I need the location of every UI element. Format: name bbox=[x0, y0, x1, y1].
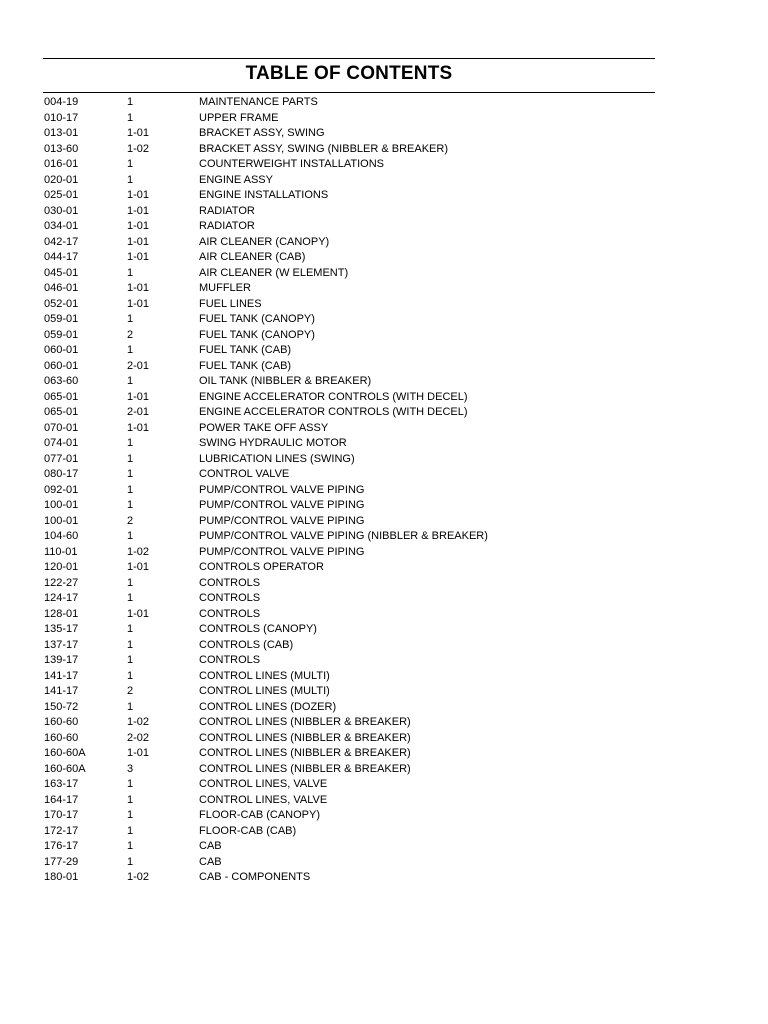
toc-entry-code: 104-60 bbox=[44, 530, 79, 542]
toc-entry-code: 135-17 bbox=[44, 623, 79, 635]
toc-entry bbox=[44, 467, 644, 483]
toc-entry bbox=[44, 436, 644, 452]
toc-entry-code: 160-60A bbox=[44, 762, 86, 775]
toc-entry bbox=[44, 266, 644, 282]
toc-entry-code: 177-29 bbox=[44, 855, 79, 868]
toc-entry-code: 100-01 bbox=[44, 499, 79, 511]
toc-entry-page: 3 bbox=[127, 762, 134, 775]
toc-entry-page: 1 bbox=[127, 468, 134, 480]
toc-entry-code: 110-01 bbox=[44, 545, 78, 558]
toc-entry-code: 139-17 bbox=[44, 654, 79, 666]
toc-entry-page: 1-01 bbox=[127, 251, 150, 263]
toc-entry bbox=[44, 235, 644, 251]
toc-entry-code: 063-60 bbox=[44, 375, 79, 387]
toc-entry-page: 1 bbox=[127, 344, 134, 356]
toc-entry bbox=[44, 204, 644, 220]
toc-entry bbox=[44, 328, 644, 344]
toc-entry-code: 141-17 bbox=[44, 685, 79, 697]
toc-entry-page: 1 bbox=[127, 576, 134, 589]
toc-entry-description: FLOOR-CAB (CAB) bbox=[199, 824, 297, 837]
toc-entry-code: 030-01 bbox=[44, 204, 79, 217]
toc-entry-page: 1 bbox=[127, 499, 134, 511]
toc-entry-description: FUEL TANK (CAB) bbox=[199, 344, 292, 356]
toc-entry-description: FUEL LINES bbox=[199, 297, 262, 310]
toc-list bbox=[44, 95, 644, 886]
toc-entry-page: 1 bbox=[127, 452, 134, 465]
toc-entry bbox=[44, 777, 644, 793]
toc-entry-description: CONTROLS bbox=[199, 654, 261, 666]
toc-entry-page: 1 bbox=[127, 530, 134, 542]
toc-entry bbox=[44, 312, 644, 328]
toc-entry-page: 1-01 bbox=[127, 421, 150, 434]
toc-entry-description: AIR CLEANER (CANOPY) bbox=[199, 235, 330, 248]
toc-entry-page: 1 bbox=[127, 824, 134, 837]
toc-entry-description: MUFFLER bbox=[199, 282, 251, 294]
page-title: TABLE OF CONTENTS bbox=[245, 63, 453, 84]
toc-entry-page: 1 bbox=[127, 778, 134, 790]
toc-entry-page: 1 bbox=[127, 592, 134, 604]
toc-entry-code: 004-19 bbox=[44, 96, 79, 108]
toc-entry-page: 1 bbox=[127, 173, 134, 186]
toc-entry-description: ENGINE ACCELERATOR CONTROLS (WITH DECEL) bbox=[199, 390, 468, 403]
toc-entry-code: 060-01 bbox=[44, 359, 79, 372]
toc-entry-description: COUNTERWEIGHT INSTALLATIONS bbox=[199, 158, 384, 170]
toc-entry bbox=[44, 111, 644, 127]
toc-entry bbox=[44, 669, 644, 685]
toc-entry-code: 070-01 bbox=[44, 421, 79, 434]
toc-entry-page: 1-01 bbox=[127, 282, 150, 294]
toc-entry-page: 1 bbox=[127, 840, 134, 852]
toc-entry-code: 122-27 bbox=[44, 576, 79, 589]
toc-entry bbox=[44, 731, 644, 747]
toc-entry-description: CAB bbox=[199, 840, 222, 852]
toc-entry-description: CAB - COMPONENTS bbox=[199, 871, 311, 883]
toc-entry-page: 1 bbox=[127, 111, 134, 124]
toc-entry-page: 1-01 bbox=[127, 235, 150, 248]
toc-entry-page: 1 bbox=[127, 375, 134, 387]
toc-entry-page: 1-01 bbox=[127, 607, 150, 620]
toc-entry bbox=[44, 173, 644, 189]
toc-entry-description: CONTROLS bbox=[199, 607, 261, 620]
toc-entry-page: 1 bbox=[127, 96, 134, 108]
toc-entry-description: FLOOR-CAB (CANOPY) bbox=[199, 809, 321, 821]
toc-entry-code: 160-60 bbox=[44, 716, 79, 728]
toc-entry-description: AIR CLEANER (W ELEMENT) bbox=[199, 266, 349, 279]
toc-entry-code: 074-01 bbox=[44, 437, 79, 449]
toc-entry-code: 042-17 bbox=[44, 235, 79, 248]
toc-entry-code: 120-01 bbox=[44, 561, 79, 573]
toc-entry-page: 1 bbox=[127, 158, 134, 170]
toc-entry-code: 045-01 bbox=[44, 266, 79, 279]
toc-entry-page: 1 bbox=[127, 266, 134, 279]
toc-entry-code: 059-01 bbox=[44, 328, 79, 341]
toc-entry bbox=[44, 188, 644, 204]
toc-entry-code: 052-01 bbox=[44, 297, 79, 310]
toc-entry-code: 060-01 bbox=[44, 344, 79, 356]
toc-entry bbox=[44, 622, 644, 638]
toc-entry-page: 1 bbox=[127, 855, 134, 868]
toc-entry-description: CONTROL LINES (NIBBLER & BREAKER) bbox=[199, 716, 411, 728]
toc-entry-description: CAB bbox=[199, 855, 222, 868]
toc-entry-description: CONTROLS (CAB) bbox=[199, 638, 294, 651]
toc-entry-code: 137-17 bbox=[44, 638, 79, 651]
toc-entry-page: 1-01 bbox=[127, 747, 150, 759]
toc-entry bbox=[44, 870, 644, 886]
toc-entry bbox=[44, 421, 644, 437]
toc-entry-code: 163-17 bbox=[44, 778, 79, 790]
toc-entry-description: RADIATOR bbox=[199, 204, 255, 217]
toc-entry-description: FUEL TANK (CANOPY) bbox=[199, 313, 315, 325]
toc-entry-page: 1 bbox=[127, 793, 134, 806]
toc-entry-page: 1 bbox=[127, 313, 134, 325]
toc-entry-description: CONTROLS OPERATOR bbox=[199, 561, 324, 573]
toc-entry-code: 164-17 bbox=[44, 793, 79, 806]
toc-entry-page: 1-01 bbox=[127, 204, 150, 217]
toc-entry-code: 172-17 bbox=[44, 824, 79, 837]
toc-entry bbox=[44, 390, 644, 406]
toc-entry-description: BRACKET ASSY, SWING bbox=[199, 127, 325, 139]
toc-entry-code: 180-01 bbox=[44, 871, 79, 883]
toc-entry bbox=[44, 591, 644, 607]
toc-entry-page: 1 bbox=[127, 623, 134, 635]
toc-entry-description: CONTROLS (CANOPY) bbox=[199, 623, 317, 635]
toc-entry-description: UPPER FRAME bbox=[199, 111, 279, 124]
toc-entry-description: CONTROL LINES (MULTI) bbox=[199, 669, 330, 682]
toc-entry-code: 059-01 bbox=[44, 313, 79, 325]
toc-entry-page: 2-02 bbox=[127, 731, 150, 744]
toc-entry-description: RADIATOR bbox=[199, 220, 255, 232]
toc-entry-page: 2 bbox=[127, 514, 134, 527]
toc-entry-code: 150-72 bbox=[44, 700, 79, 713]
toc-entry-code: 016-01 bbox=[44, 158, 79, 170]
toc-entry-description: MAINTENANCE PARTS bbox=[199, 96, 318, 108]
toc-entry-code: 046-01 bbox=[44, 282, 79, 294]
toc-entry bbox=[44, 793, 644, 809]
toc-entry-description: CONTROL LINES, VALVE bbox=[199, 793, 328, 806]
toc-entry bbox=[44, 808, 644, 824]
toc-entry-description: CONTROL VALVE bbox=[199, 468, 290, 480]
toc-entry bbox=[44, 483, 644, 499]
toc-entry-description: PUMP/CONTROL VALVE PIPING bbox=[199, 545, 365, 558]
toc-entry-description: PUMP/CONTROL VALVE PIPING bbox=[199, 483, 365, 496]
toc-entry-description: ENGINE INSTALLATIONS bbox=[199, 189, 329, 201]
toc-entry-code: 080-17 bbox=[44, 468, 79, 480]
toc-entry-description: PUMP/CONTROL VALVE PIPING bbox=[199, 514, 365, 527]
toc-entry-description: PUMP/CONTROL VALVE PIPING bbox=[199, 499, 365, 511]
toc-entry-page: 2-01 bbox=[127, 406, 150, 418]
toc-entry-description: CONTROL LINES (NIBBLER & BREAKER) bbox=[199, 747, 411, 759]
toc-entry-description: CONTROL LINES (MULTI) bbox=[199, 685, 330, 697]
toc-entry bbox=[44, 839, 644, 855]
toc-entry-code: 141-17 bbox=[44, 669, 79, 682]
toc-entry bbox=[44, 405, 644, 421]
toc-entry bbox=[44, 560, 644, 576]
toc-entry-description: LUBRICATION LINES (SWING) bbox=[199, 452, 355, 465]
toc-entry-code: 124-17 bbox=[44, 592, 79, 604]
toc-entry-code: 044-17 bbox=[44, 251, 79, 263]
toc-entry-page: 2-01 bbox=[127, 359, 150, 372]
toc-entry bbox=[44, 855, 644, 871]
header-top-rule bbox=[43, 58, 655, 59]
toc-entry-page: 1-01 bbox=[127, 390, 150, 403]
toc-entry-description: OIL TANK (NIBBLER & BREAKER) bbox=[199, 375, 372, 387]
toc-entry bbox=[44, 529, 644, 545]
toc-entry-page: 1 bbox=[127, 669, 134, 682]
toc-entry bbox=[44, 95, 644, 111]
toc-entry-description: FUEL TANK (CANOPY) bbox=[199, 328, 315, 341]
toc-entry-page: 1-01 bbox=[127, 220, 150, 232]
toc-entry bbox=[44, 715, 644, 731]
toc-entry-code: 065-01 bbox=[44, 406, 79, 418]
toc-entry-description: ENGINE ASSY bbox=[199, 173, 273, 186]
toc-entry bbox=[44, 700, 644, 716]
toc-entry-code: 065-01 bbox=[44, 390, 79, 403]
toc-entry bbox=[44, 374, 644, 390]
toc-entry-description: CONTROL LINES, VALVE bbox=[199, 778, 328, 790]
toc-entry bbox=[44, 607, 644, 623]
toc-entry bbox=[44, 157, 644, 173]
toc-entry-page: 1 bbox=[127, 638, 134, 651]
toc-entry-code: 010-17 bbox=[44, 111, 79, 124]
toc-entry-code: 100-01 bbox=[44, 514, 79, 527]
toc-entry-code: 176-17 bbox=[44, 840, 79, 852]
toc-entry bbox=[44, 545, 644, 561]
toc-entry bbox=[44, 653, 644, 669]
toc-entry-description: ENGINE ACCELERATOR CONTROLS (WITH DECEL) bbox=[199, 406, 468, 418]
toc-entry-code: 025-01 bbox=[44, 189, 79, 201]
toc-entry-code: 020-01 bbox=[44, 173, 79, 186]
toc-entry-description: CONTROL LINES (NIBBLER & BREAKER) bbox=[199, 762, 411, 775]
toc-entry-code: 160-60 bbox=[44, 731, 79, 744]
toc-entry-code: 034-01 bbox=[44, 220, 79, 232]
toc-entry-code: 128-01 bbox=[44, 607, 79, 620]
toc-entry bbox=[44, 746, 644, 762]
toc-entry-page: 1-01 bbox=[127, 297, 150, 310]
toc-entry-code: 160-60A bbox=[44, 747, 86, 759]
toc-entry bbox=[44, 142, 644, 158]
toc-entry-code: 077-01 bbox=[44, 452, 79, 465]
header-bottom-rule bbox=[43, 92, 655, 93]
toc-entry bbox=[44, 250, 644, 266]
toc-entry-page: 2 bbox=[127, 685, 134, 697]
toc-entry-page: 1-02 bbox=[127, 142, 150, 155]
toc-entry-description: PUMP/CONTROL VALVE PIPING (NIBBLER & BREAKER) bbox=[199, 530, 488, 542]
toc-entry-code: 013-60 bbox=[44, 142, 79, 155]
toc-entry-page: 1 bbox=[127, 483, 134, 496]
toc-entry-page: 1-01 bbox=[127, 189, 150, 201]
toc-entry bbox=[44, 297, 644, 313]
toc-entry bbox=[44, 514, 644, 530]
toc-entry bbox=[44, 576, 644, 592]
toc-entry-description: FUEL TANK (CAB) bbox=[199, 359, 292, 372]
toc-entry-description: CONTROLS bbox=[199, 576, 261, 589]
toc-entry-code: 170-17 bbox=[44, 809, 79, 821]
toc-entry bbox=[44, 498, 644, 514]
toc-entry-description: SWING HYDRAULIC MOTOR bbox=[199, 437, 347, 449]
toc-entry-page: 1 bbox=[127, 654, 134, 666]
toc-entry bbox=[44, 684, 644, 700]
toc-entry-code: 092-01 bbox=[44, 483, 79, 496]
toc-entry bbox=[44, 762, 644, 778]
toc-entry bbox=[44, 359, 644, 375]
toc-entry-page: 1-02 bbox=[127, 716, 150, 728]
toc-entry-description: CONTROL LINES (NIBBLER & BREAKER) bbox=[199, 731, 411, 744]
toc-entry-page: 1-02 bbox=[127, 871, 150, 883]
toc-entry bbox=[44, 219, 644, 235]
toc-entry-description: BRACKET ASSY, SWING (NIBBLER & BREAKER) bbox=[199, 142, 448, 155]
toc-entry-page: 1-01 bbox=[127, 127, 150, 139]
toc-entry-description: CONTROLS bbox=[199, 592, 261, 604]
toc-entry bbox=[44, 452, 644, 468]
toc-entry-page: 1 bbox=[127, 809, 134, 821]
toc-entry bbox=[44, 343, 644, 359]
toc-entry-page: 1-01 bbox=[127, 561, 150, 573]
toc-entry-page: 1 bbox=[127, 700, 134, 713]
toc-entry-code: 013-01 bbox=[44, 127, 79, 139]
toc-entry-page: 1-02 bbox=[127, 545, 150, 558]
toc-entry bbox=[44, 126, 644, 142]
toc-entry bbox=[44, 281, 644, 297]
toc-entry-page: 1 bbox=[127, 437, 134, 449]
toc-entry-description: POWER TAKE OFF ASSY bbox=[199, 421, 329, 434]
toc-entry bbox=[44, 824, 644, 840]
toc-entry-description: AIR CLEANER (CAB) bbox=[199, 251, 306, 263]
toc-entry-description: CONTROL LINES (DOZER) bbox=[199, 700, 337, 713]
toc-entry bbox=[44, 638, 644, 654]
toc-entry-page: 2 bbox=[127, 328, 134, 341]
